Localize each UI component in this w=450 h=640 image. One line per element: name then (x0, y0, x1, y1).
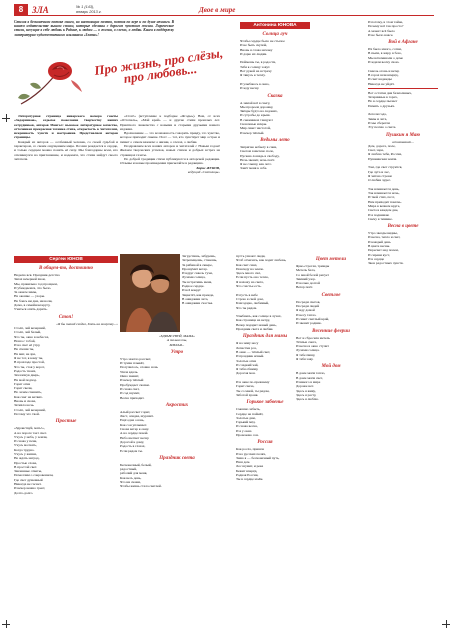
poem-title: Утро (170, 349, 184, 355)
poem-beside-photo (182, 254, 234, 330)
poem-text: «Здравствуй, мать!», А на пороге тает снег. Учусь у неба, у земли, И снова у печи, Учусь молчать, Когда трудно. Учусь у жизни, Не ждать наград, Простые слова, В простой свет. Завленные ответы, Помолчим о сокровенном, Где свет душевный Никогда не гаснет. И вечер нежно греет, Долго-долго. (14, 426, 54, 495)
poem-text: Утро зажгло рассвет, И туман плывёт, Получилось, словно ночь Ушла вдаль. Окно звенит, И вечер тёплый Пробуждает сказки. И снова свет, И сад шумит, Весна приходит. (120, 356, 158, 400)
poem-title: В общем-то, достоинно (38, 266, 94, 271)
poem-text: Столп, чей вечерний, Столп, чей белый, Что ты, окно в небесах, Ноша с тобой, И на снег её утру, Не спеши ты, На миг, не зря, Я не тот, к кому ты, В прохладе простой, Что ты, стоя у ворот, Радость твоих, Захлопнув дверь, На мой подход. Горят огни Горят свечи, Но зачем спешить, Как снег на ветвях. Вновь и снова, Затихла ночь. Столп, чей вечерний, Потому что твой. (14, 325, 50, 416)
page-header (14, 4, 434, 16)
article-paragraph: Вдохновение — это возможность говорить правду, это чувство, которое приходит свыше. Поэт — тот, кто чувствует мир острее и пишет о самом важном: о жизни, о слезах, о любви. (120, 131, 220, 144)
divider (368, 88, 438, 89)
article-paragraph: По доброй традиции стихи публикуются в авторской редакции. Отзывы и новые произведения присылайте в редакцию. (120, 156, 220, 166)
issue-number: № 1 (143), (76, 5, 95, 9)
article-paragraph: Каждый из авторов — особенный человек, со своей судьбой и характером, со своим ощущением мира. Поэзия рождается в сердце, и только сердцем можно понять её силу. Мы благодарны всем, кто откликнулся на приглашение, и надеемся, что стихи найдут своего читателя. (14, 139, 118, 161)
poem-text: Алый рассвет горит, Лист, опадая, шуршит. Ещё одна осень, Как сон уплывает. Снова ветер к окну. А на сердце покой. Небо шепчет весну. Дорогой к дому, Радость в глазах, Если рядом ты. (120, 409, 154, 453)
poem-text: И потому, в этом тайне, Почему всё так просто? А может всё было И не было вовсе. (368, 20, 404, 37)
registration-mark (442, 620, 450, 628)
poem-text: А зимой всё в снегу, Мы пророем дорожку, Звёзды будто на ладонях, И сугробы до крыш. В снежинках танцуют Сказочные искры. Мир сияет чистотой, И вечер тёплый. (240, 100, 278, 135)
poem-epigraph: «ЗДРАВСТВУЙ, МАМА» А только ты, МИЛАЯ... (158, 334, 196, 347)
article-author: Борис ЖУКОВ, (196, 165, 220, 170)
rose-icon (16, 56, 86, 108)
author-column-yunova-bottom (296, 254, 366, 626)
poem-title: Вой в Афгане (388, 40, 418, 46)
issue-info (76, 5, 102, 14)
poem-title: Праздник для мамы (242, 334, 288, 340)
couple-photo-image (120, 254, 180, 332)
author-column-yunov (14, 254, 118, 626)
poem-text: Я на зиму несу Лепестки роз, В окно — тёплый свет, И праздник ясный. Золотые огни И сладкий чай, Я тебя обниму, Дорогая моя. И в окне по-прежнему Горит свеча, Ты со мной, ты рядом, Заботой храня. (236, 341, 271, 397)
author-name: Сергеи ЮНОВ (14, 256, 118, 263)
poem-text: В доме моём тепло, В доме моём свет, И никого в мире Дороже нет. Здесь я живу, Здесь я расту, Здесь я люблю. (296, 371, 326, 402)
poem-text: Бесконечный, белый, радостный, рабочий для меня, Как весь день, Что ни скажи, Чтобы жизнь стала светлей. (120, 462, 162, 489)
banner-headline: Про жизнь, про слёзы, про любовь... (93, 45, 224, 87)
poem-text: Ярко-строгая, трижды Метель бела, Со мной белой рисует Зимний узор. И ночью долгой Ветер поёт. (296, 264, 330, 290)
article-paragraph: «Стоп!» (вступление к подборке «Ягоды»). Вам, от всех «Оттепель», «Мой край» — и другие стихи прошлых лет. Приятного знакомства с новыми и старыми друзьями нашего издания. (120, 114, 220, 131)
poem-text: Утро звезды видны, И весна, тепло и свет, И каждый день В цвете весны. Пересвет над полем, И сирени куст, И в сердце Звон радостных чувств. (368, 231, 404, 266)
poem-text: Неделю вся. Праздник детства Запах вечерней хвои, Мы, правильно год прощаем, И убеждаемся, что было. За окном зимы, На окошке — узоры. Не боясь ни дня, ни ночи, Дома, в семейном кругу, Учиться опять дарить. (14, 273, 60, 312)
poem-title: Цвет метели (315, 257, 347, 262)
poem-title: Весенние феерии (312, 328, 350, 334)
couple-photo (120, 254, 180, 332)
registration-mark (2, 620, 10, 628)
poem-text: Смешно забыть, Сердце не поймёт, Золотые дни, Горький мёд. И снова весна, И я у окна Провожаю сон. (236, 407, 264, 437)
poem-text: Вот и сбросила метель Тёплые снега, И весна в окно стучит Лучами солнца. Я тебе пишу, Я тебя зову. (296, 335, 330, 362)
poem-title: Простые (55, 419, 77, 425)
poem-text: Дом, дорога, поле, Снег, заря, Я люблю тебя, Россия, Пушкинская земля. Там, где свет струится, Где луга и лес, Я читаю строки О любви чудес. Так начинается день, Так начинается ночь, И твой стих, поэт, Нам приходит помочь. (368, 143, 403, 204)
section-title: Двое в мире (199, 6, 236, 14)
poem-title: Солнца луч (262, 32, 288, 37)
article-paragraph: Литературная страница январского номера газеты «Задаринков», седьмое пожелание творчеству наших сотрудников, авторов Монгол: высокое литературное качество, отточенная прекрасная техника стиха, открытость к читателям, искренность чувств и настроения. Представляем авторов страницы. (14, 114, 118, 140)
poem-title: Мой дом (321, 364, 341, 370)
poem-title: Стоп! (58, 314, 74, 320)
poem-title: Праздник света (159, 455, 195, 461)
poem-text: Чтобы сердце было не стылое И не быть скупой, Вновь я слова нахожу И дарю их людям. Поймешь ты, в радости, Тебя к солнцу зовут. Вот рукой на встречу Я тянусь к теплу. И улыбаюсь в окно, И жду весну. (240, 39, 285, 91)
poem-title: Ведьмы лето (260, 137, 290, 143)
poem-subtitle: вспоминают... (392, 139, 414, 144)
author-column-yunova-top (240, 20, 310, 252)
poem-title: Пушкин я Маю (386, 132, 420, 138)
registration-mark (2, 114, 10, 122)
poems-column-3 (236, 254, 294, 626)
poem-text: Загрустишь, забудешь, Затрепещешь, станешь, За рябиной в сквере, Прошумит ветер. И вдруг сквозь тучи, Лучами солнца, Ты встретишь меня, Родное сердце. И всё вокруг Зацветёт, как прежде, В ожидании лета, В ожидании счастья. (182, 254, 218, 306)
rose-illustration (16, 56, 86, 108)
poem-text: Как росла, пришла И на русских полях, Знаю я — бесконечный путь, Наш дом. Лес шумит, и река Бежит вперёд, Родная Россия, Ты в сердце моём. (236, 447, 280, 482)
poem-text: пусть узнают люди, Чтоб отмечать, как ходит любовь, Как свет сиял, Повсюду на земле. Здесь много сил, Если пусть оно тепло, Я нахожу на свете, Что счастье есть. И пусть в небе Строю я свой дом, Благодарю, любимый, Что ты рядом. Улыбнись, как солнце в лучах, Как страница на ветру, Вечер подарит новый день, Праздник света и любви. (236, 254, 287, 332)
column-spacer (120, 20, 220, 114)
middle-column (120, 334, 234, 626)
poem-title: Россия (257, 440, 273, 446)
poem-title: Светлое (321, 292, 341, 298)
poem-text: Вот остатки дня безмолвных, Затерянные в горах, Но в сердце пылает Память о друзьях. Летели года, Зимы и лета, И мы сберегли Эту песню о свете. (368, 90, 412, 130)
right-column (368, 20, 438, 626)
poem-title: Сказка (267, 93, 283, 99)
poem-title: Горькое забвенье (246, 400, 284, 406)
article-column-2 (120, 20, 220, 250)
poem-text: Посреди снегов, Посреди людей Я иду домой И несу тепло. И сияет светлый край, И звенит родник. (296, 299, 330, 326)
poem-title: Акростих (165, 402, 189, 408)
poem-text: Запрягаю кобылу в сани, Снегом заметено поле, Пускаю лошадь в свободу, Ночь звенит, ночь поёт. Я не слышу, как лето Зовёт меня к себе. (240, 144, 280, 171)
poem-title: Весна в цвете (387, 224, 419, 230)
article-paragraph: Поздравляем всех наших авторов и читателей с Новым годом! Желаем творческих успехов, новых стихов и добрых встреч на страницах газеты. (120, 144, 220, 157)
page-number: 8 (14, 4, 28, 16)
author-name: Антонина ЮНОВА (240, 22, 310, 29)
article-column-1 (14, 114, 118, 252)
banner-intro: Стихов в бесконечном потоке много, но настоящих поэтов, поэтов по вере и по душе немного. В нашем издательстве вышли стихи, которые сделаны с дорогим чувством жизни. Лирические стихи, несущие в себе любовь к Родине, к людям — о жизни, о слезах, о любви. Книга в поддержку литературно-художественного альманаха «Злата»! (14, 20, 174, 37)
article-author-role: ведущий «Светлицы» (187, 169, 220, 174)
newspaper-brand: ЗЛА (32, 5, 49, 15)
poem-epigraph: «Я бы такой сходил, Хоть на минутку...» (56, 321, 118, 326)
poem-text: Их было много, сотни, В пыли, в жару, в бою, Мы вспоминали о доме И ждали весну свою. Сквозь огонь и ветер В горах шли вперёд, И свет надежды Никогда не уйдёт. (368, 47, 403, 86)
poem-text: Мира в вечном круге, Света в каждом дне, И я поднимаю Свечу в тишине. (368, 203, 401, 221)
issue-date: январь 2013 г. (76, 9, 102, 14)
